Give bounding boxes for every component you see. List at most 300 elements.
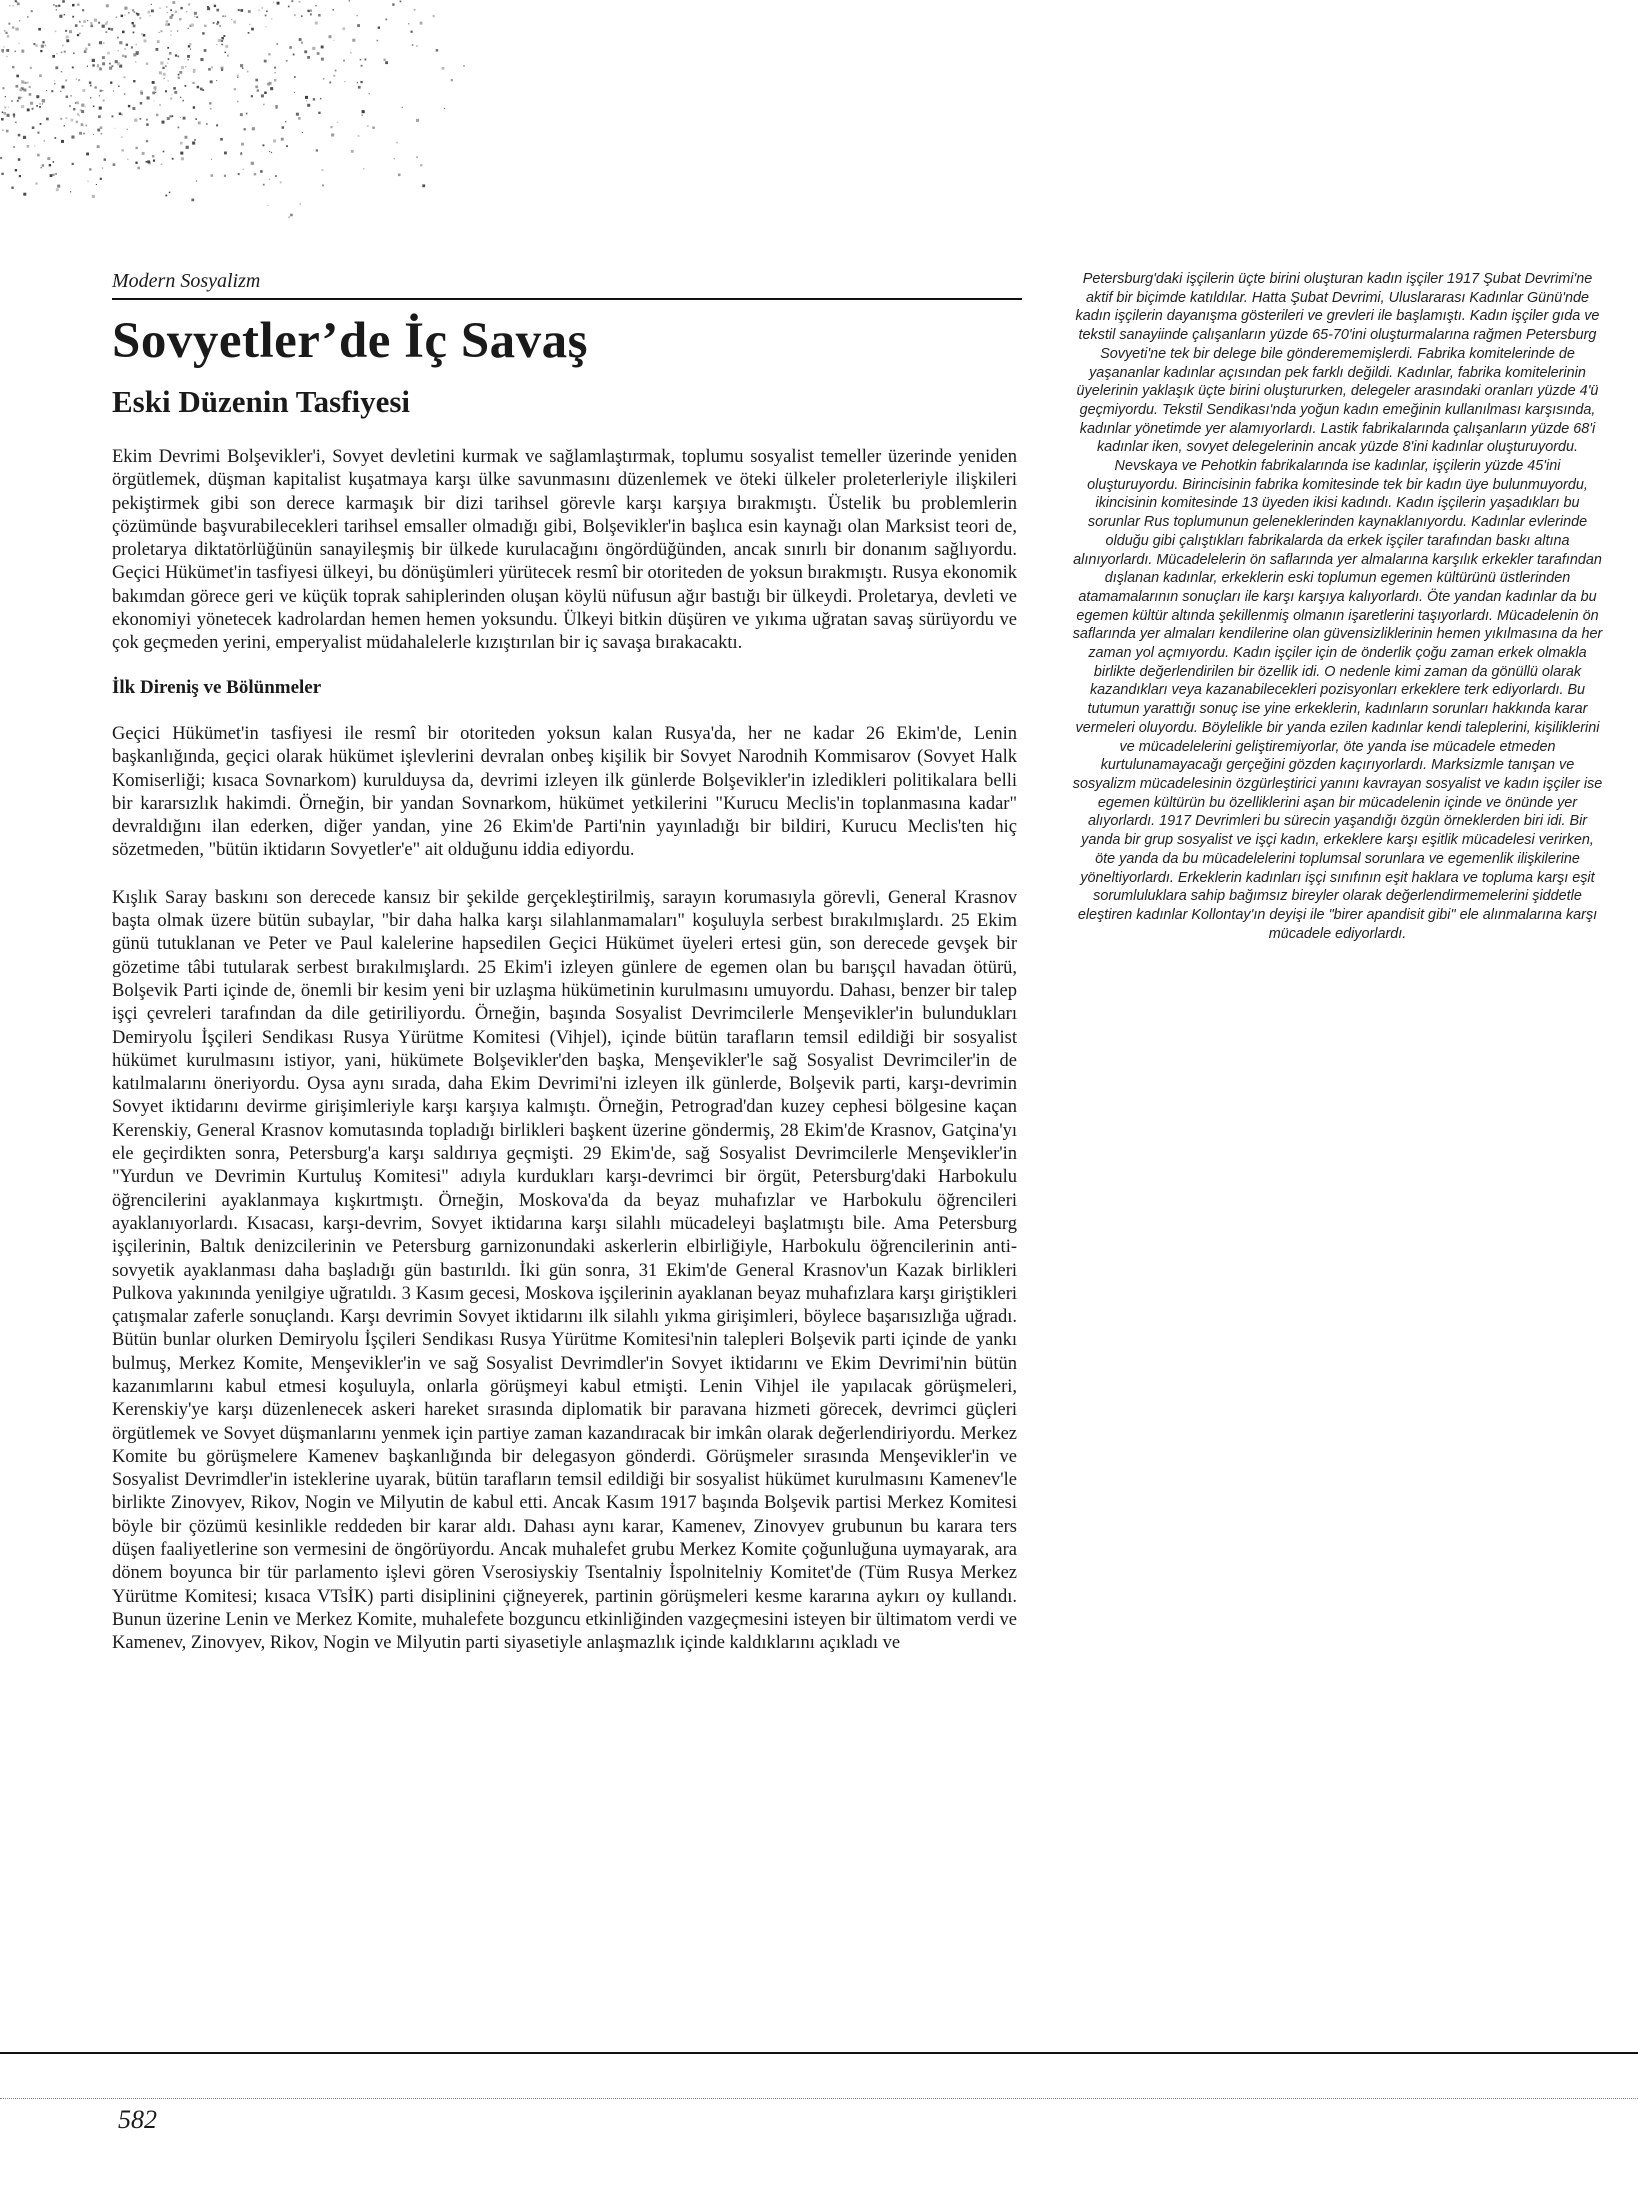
noise-speck (178, 77, 180, 79)
noise-speck (392, 3, 394, 5)
noise-speck (221, 40, 223, 42)
noise-speck (81, 104, 84, 107)
noise-speck (90, 22, 92, 24)
noise-speck (225, 52, 227, 54)
noise-speck (87, 20, 88, 21)
noise-speck (200, 88, 203, 91)
noise-speck (105, 31, 107, 33)
noise-speck (12, 26, 14, 28)
noise-speck (13, 146, 15, 148)
noise-speck (19, 175, 21, 177)
noise-speck (241, 152, 242, 153)
noise-speck (276, 107, 278, 109)
noise-speck (265, 15, 267, 17)
noise-speck (183, 117, 186, 120)
noise-speck (195, 118, 197, 120)
noise-speck (54, 83, 56, 85)
noise-speck (398, 174, 401, 177)
noise-speck (50, 174, 53, 177)
noise-speck (111, 65, 113, 67)
noise-speck (90, 25, 93, 28)
noise-speck (39, 74, 42, 77)
noise-speck (301, 42, 303, 44)
noise-speck (58, 5, 60, 7)
noise-speck (167, 47, 169, 49)
noise-speck (416, 119, 419, 122)
noise-speck (170, 34, 171, 35)
noise-speck (165, 23, 168, 26)
noise-speck (146, 63, 148, 65)
noise-speck (275, 175, 277, 177)
noise-speck (32, 108, 34, 110)
sidebar-text: Petersburg'daki işçilerin üçte birini oluşturan kadın işçiler 1917 Şubat Devrimi'ne aktif bir biçimde katıldılar. Hatta Şubat Devrimi, Uluslararası Kadınlar Günü'nde kadın işçilerin dayanışma gösterileri ve grevleri ile başlamıştı. Kadın işçiler gıda ve tekstil sanayiinde çalışanların yüzde 65-70'ini oluşturmalarına rağmen Petersburg Sovyeti'ne tek bir delege bile gönderememişlerdi. Fabrika komitelerinde de yaşananlar kadınlar açısından pek farklı değildi. Kadınlar, fabrika komitelerinin üyelerinin yaklaşık üçte birini oluştururken, delegeler arasındaki oranları yüzde 4'ü geçmiyordu. Tekstil Sendikası'nda yoğun kadın emeğinin kullanılması karşısında, kadınlar yönetimde yer alamıyorlardı. Lastik fabrikalarında çalışanların yüzde 68'i kadınlar iken, sovyet delegelerinin ancak yüzde 8'ini kadınlar oluşturuyordu. Nevskaya ve Pehotkin fabrikalarında ise kadınlar, işçilerin yüzde 45'ini oluşturuyordu. Birincisinin fabrika komitesinde tek bir kadın üye bulunmuyordu, ikincisinin komitesinde 13 üyeden ikisi kadındı. Kadın işçilerin yaşadıkları bu sorunlar Rus toplumunun geleneklerinden kaynaklanıyordu. Kadınlar evlerinde olduğu gibi çalıştıkları fabrikalarda da erkek işçiler tarafından baskı altına alınıyorlardı. Mücadelelerin ön saflarında yer almalarına karşılık erkekler tarafından dışlanan kadınlar, erkeklerin eski toplumun egemen kültürünü üstlerinden atamamalarının sonuçları ile karşı karşıya kalıyorlardı. Öte yandan kadınlar da bu egemen kültür altında şekillenmiş olmanın işaretlerini taşıyorlardı. Mücadelenin ön saflarında yer almaları kendilerine olan güvensizliklerinin hemen yıkılmasına da her zaman yol açmıyordu. Kadın işçiler için de önderlik çoğu zaman erkek olmakla birlikte değerlendirilen bir özellik idi. O nedenle kimi zaman da gönüllü olarak kazandıkları veya kazanabilecekleri pozisyonları erkeklere terk ediyorlardı. Bu tutumun yarattığı sonuç ise yine erkeklerin, kadınların sorunları hakkında karar vermeleri oluyordu. Böylelikle bir yanda ezilen kadınlar kendi taleplerini, kişiliklerini ve mücadelelerini geliştiremiyorlar, öte yanda ise mücadele etmeden kurtulunamayacağı gerçeğini gözden kaçırıyorlardı. Marksizmle tanışan ve sosyalizm mücadelesinin özgürleştirici yanını kavrayan sosyalist ve kadın işçiler ise egemen kültürün bu özelliklerini aşan bir mücadelenin içinde ve önünde yer alıyorlardı. 1917 Devrimleri bu sürecin yaşandığı özgün örneklerden biri idi. Bir yanda bir grup sosyalist ve işçi kadın, erkeklere karşı eşitlik mücadelesi verirken, öte yanda da bu mücadelelerini toplumsal sorunlara ve egemenlik ilişkilerine yöneltiyorlardı. Erkeklerin kadınları işçi sınıfının eşit haklara ve topluma karşı eşit sorumluluklara sahip bağımsız bireyler olarak değerlendirmemelerini şiddetle eleştiren kadınlar Kollontay'ın deyişi ile "birer apandisit gibi" ele alınmalarına karşı mücadele ediyorlardı. (1072, 271, 1603, 942)
noise-speck (206, 123, 208, 125)
noise-speck (141, 33, 143, 35)
noise-speck (196, 16, 198, 18)
noise-speck (294, 92, 295, 93)
footer-dotted-line (0, 2098, 1638, 2099)
noise-speck (36, 183, 38, 185)
noise-speck (124, 15, 125, 16)
noise-speck (156, 48, 159, 51)
noise-speck (102, 25, 105, 28)
noise-speck (185, 136, 188, 139)
noise-speck (306, 100, 307, 101)
noise-speck (51, 90, 53, 92)
noise-speck (263, 104, 265, 106)
noise-speck (160, 62, 163, 65)
noise-speck (115, 60, 118, 63)
noise-speck (135, 61, 136, 62)
noise-speck (36, 95, 39, 98)
noise-speck (384, 59, 386, 61)
noise-speck (103, 100, 105, 102)
noise-speck (237, 76, 239, 78)
noise-speck (119, 113, 122, 116)
noise-speck (222, 15, 224, 17)
noise-speck (208, 68, 211, 71)
noise-speck (286, 60, 288, 62)
noise-speck (310, 15, 311, 16)
noise-speck (69, 30, 72, 33)
noise-speck (220, 138, 223, 141)
noise-speck (79, 132, 82, 135)
noise-speck (444, 108, 445, 109)
noise-speck (15, 122, 17, 124)
noise-speck (274, 67, 276, 69)
noise-speck (180, 152, 183, 155)
noise-speck (23, 89, 26, 92)
noise-speck (18, 97, 21, 100)
noise-speck (385, 61, 388, 64)
noise-speck (2, 130, 3, 131)
noise-speck (157, 40, 160, 43)
noise-speck (122, 55, 124, 57)
noise-speck (167, 12, 168, 13)
noise-speck (36, 105, 38, 107)
noise-speck (146, 161, 148, 163)
noise-speck (262, 7, 263, 8)
noise-speck (82, 25, 84, 27)
noise-speck (197, 86, 200, 89)
noise-speck (213, 22, 215, 24)
noise-speck (268, 53, 270, 55)
noise-speck (216, 124, 218, 126)
noise-speck (15, 169, 17, 171)
noise-speck (97, 65, 99, 67)
noise-speck (76, 121, 78, 123)
noise-speck (4, 30, 5, 31)
noise-speck (139, 17, 141, 19)
noise-speck (87, 66, 88, 67)
noise-speck (242, 67, 244, 69)
noise-speck (23, 136, 26, 139)
noise-speck (23, 193, 26, 196)
noise-speck (202, 32, 204, 34)
noise-speck (77, 4, 79, 6)
noise-speck (159, 8, 160, 9)
noise-speck (21, 97, 22, 98)
noise-speck (70, 191, 71, 192)
noise-speck (73, 52, 75, 54)
noise-speck (244, 128, 246, 130)
noise-speck (361, 115, 363, 117)
noise-speck (210, 108, 212, 110)
noise-speck (81, 110, 84, 113)
noise-speck (39, 106, 41, 108)
noise-speck (271, 152, 272, 153)
noise-speck (37, 154, 40, 157)
noise-speck (98, 115, 101, 118)
noise-speck (30, 102, 33, 105)
noise-speck (124, 55, 126, 57)
noise-speck (127, 129, 128, 130)
noise-speck (118, 86, 119, 87)
noise-speck (372, 126, 375, 128)
noise-speck (163, 151, 165, 153)
noise-speck (263, 184, 265, 186)
noise-speck (101, 133, 103, 135)
noise-speck (8, 107, 9, 108)
noise-speck (302, 132, 303, 133)
noise-speck (436, 49, 439, 52)
noise-speck (41, 167, 42, 168)
noise-speck (20, 89, 23, 92)
noise-speck (34, 146, 35, 147)
noise-speck (118, 50, 119, 51)
noise-speck (274, 79, 277, 82)
noise-speck (179, 71, 182, 74)
noise-speck (169, 115, 171, 117)
noise-speck (343, 60, 345, 62)
noise-speck (56, 9, 57, 10)
noise-speck (317, 52, 320, 55)
noise-speck (159, 104, 161, 106)
noise-speck (2, 112, 4, 114)
noise-speck (108, 28, 110, 30)
noise-speck (247, 71, 249, 73)
noise-speck (214, 5, 216, 7)
noise-speck (75, 24, 78, 27)
noise-speck (128, 12, 129, 13)
noise-speck (76, 79, 77, 80)
noise-speck (344, 81, 345, 82)
noise-speck (102, 56, 105, 59)
noise-speck (276, 43, 278, 45)
noise-speck (121, 136, 123, 138)
noise-speck (104, 158, 106, 160)
noise-speck (162, 121, 165, 124)
noise-speck (260, 170, 263, 173)
noise-speck (255, 79, 258, 82)
noise-speck (76, 101, 79, 104)
noise-speck (16, 75, 19, 78)
noise-speck (7, 114, 10, 117)
noise-speck (153, 100, 154, 101)
noise-speck (39, 103, 40, 104)
noise-speck (79, 33, 80, 34)
noise-speck (269, 151, 270, 152)
noise-speck (257, 90, 259, 92)
noise-speck (318, 14, 321, 17)
noise-speck (147, 160, 150, 163)
noise-speck (73, 108, 75, 110)
noise-speck (17, 3, 20, 6)
noise-speck (132, 22, 134, 24)
noise-speck (61, 140, 64, 143)
noise-speck (124, 48, 126, 50)
noise-speck (360, 81, 362, 83)
noise-speck (30, 67, 32, 69)
noise-speck (127, 159, 128, 160)
noise-speck (408, 23, 409, 24)
noise-speck (116, 16, 118, 18)
noise-speck (420, 164, 422, 166)
noise-speck (211, 159, 212, 160)
noise-speck (77, 34, 79, 36)
noise-speck (79, 21, 81, 23)
noise-speck (192, 82, 194, 84)
noise-speck (167, 117, 170, 120)
noise-speck (322, 184, 324, 186)
noise-speck (402, 107, 403, 108)
noise-speck (332, 9, 334, 11)
noise-speck (291, 0, 293, 2)
noise-speck (329, 82, 331, 84)
noise-speck (177, 30, 178, 31)
noise-speck (27, 16, 29, 18)
noise-speck (193, 106, 195, 108)
noise-speck (227, 55, 229, 57)
noise-speck (281, 138, 284, 141)
noise-speck (170, 16, 173, 19)
noise-speck (106, 4, 109, 7)
noise-speck (71, 119, 74, 122)
noise-speck (42, 103, 43, 104)
noise-speck (216, 44, 217, 45)
noise-speck (168, 80, 169, 81)
noise-speck (335, 70, 337, 72)
noise-speck (45, 45, 47, 47)
noise-speck (82, 9, 84, 11)
noise-speck (254, 173, 257, 176)
noise-speck (93, 134, 94, 135)
noise-speck (5, 96, 6, 97)
noise-speck (223, 35, 225, 37)
noise-speck (313, 98, 315, 100)
page-number: 582 (118, 2105, 157, 2134)
noise-speck (65, 117, 67, 119)
noise-speck (237, 75, 238, 76)
noise-speck (411, 31, 413, 33)
article-body (112, 446, 1017, 1656)
noise-speck (103, 42, 104, 43)
noise-speck (420, 22, 423, 25)
noise-speck (385, 19, 387, 21)
noise-speck (64, 51, 66, 53)
noise-speck (97, 129, 100, 132)
noise-speck (180, 97, 181, 98)
noise-speck (135, 44, 137, 46)
noise-speck (21, 50, 24, 53)
noise-speck (60, 118, 62, 120)
noise-speck (31, 10, 33, 12)
noise-speck (273, 139, 276, 142)
noise-speck (61, 51, 63, 53)
noise-speck (252, 127, 255, 130)
noise-speck (64, 14, 66, 16)
noise-speck (463, 65, 464, 66)
noise-speck (133, 25, 136, 28)
noise-speck (146, 123, 148, 125)
noise-speck (216, 9, 219, 12)
noise-speck (92, 195, 95, 198)
noise-speck (264, 60, 267, 63)
noise-speck (200, 58, 203, 61)
noise-speck (21, 105, 24, 108)
noise-speck (298, 117, 301, 120)
noise-speck (365, 59, 367, 61)
noise-speck (83, 133, 85, 135)
noise-speck (99, 95, 100, 96)
noise-speck (304, 50, 307, 53)
noise-speck (192, 142, 195, 145)
noise-speck (123, 76, 125, 78)
noise-speck (221, 44, 222, 45)
noise-speck (181, 66, 184, 69)
noise-speck (17, 29, 19, 31)
noise-speck (136, 51, 139, 54)
noise-speck (394, 158, 395, 159)
noise-speck (114, 128, 115, 129)
noise-speck (155, 92, 156, 93)
noise-speck (92, 64, 94, 66)
noise-speck (357, 15, 358, 16)
noise-speck (105, 22, 108, 25)
noise-speck (255, 85, 258, 88)
noise-speck (396, 142, 398, 144)
noise-speck (216, 80, 217, 81)
noise-speck (53, 4, 55, 6)
noise-speck (172, 1, 175, 4)
noise-speck (207, 6, 209, 8)
noise-speck (53, 161, 55, 163)
noise-speck (442, 67, 445, 70)
noise-speck (246, 113, 248, 115)
noise-speck (188, 28, 189, 29)
noise-speck (24, 82, 26, 84)
noise-speck (310, 10, 312, 12)
noise-speck (191, 24, 194, 27)
noise-speck (18, 158, 21, 161)
noise-speck (89, 82, 91, 84)
noise-speck (178, 127, 180, 129)
noise-speck (224, 152, 227, 155)
noise-speck (299, 38, 302, 41)
noise-speck (241, 143, 244, 146)
noise-speck (146, 119, 148, 121)
noise-speck (4, 107, 6, 109)
noise-speck (263, 144, 265, 146)
noise-speck (333, 40, 334, 41)
noise-speck (243, 169, 244, 170)
noise-speck (110, 82, 112, 84)
noise-speck (164, 78, 165, 79)
noise-speck (240, 9, 243, 12)
noise-speck (70, 95, 72, 97)
noise-speck (1, 49, 4, 52)
noise-speck (85, 48, 88, 51)
noise-speck (350, 52, 352, 54)
noise-speck (6, 130, 9, 133)
noise-speck (342, 27, 345, 30)
noise-speck (172, 158, 174, 160)
scan-noise-artifact (0, 0, 470, 220)
noise-speck (264, 92, 267, 95)
noise-speck (62, 86, 65, 89)
noise-speck (55, 66, 58, 69)
noise-speck (55, 137, 57, 139)
noise-speck (17, 100, 19, 102)
noise-speck (40, 50, 42, 52)
noise-speck (209, 102, 211, 104)
noise-speck (82, 89, 85, 92)
noise-speck (136, 147, 138, 149)
noise-speck (128, 105, 130, 107)
noise-speck (131, 46, 133, 48)
noise-speck (251, 162, 254, 165)
noise-speck (15, 0, 17, 2)
noise-speck (117, 37, 119, 39)
noise-speck (156, 114, 159, 117)
noise-speck (204, 25, 206, 27)
noise-speck (312, 47, 315, 50)
noise-speck (55, 173, 57, 175)
noise-speck (27, 82, 29, 84)
noise-speck (233, 21, 236, 24)
noise-speck (57, 53, 58, 54)
noise-speck (65, 80, 67, 82)
noise-speck (83, 20, 86, 23)
noise-speck (16, 85, 19, 88)
noise-speck (331, 133, 334, 136)
noise-speck (62, 45, 64, 47)
noise-speck (64, 125, 65, 126)
noise-speck (7, 35, 10, 38)
noise-speck (126, 44, 128, 46)
noise-speck (273, 2, 274, 3)
noise-speck (152, 92, 155, 95)
